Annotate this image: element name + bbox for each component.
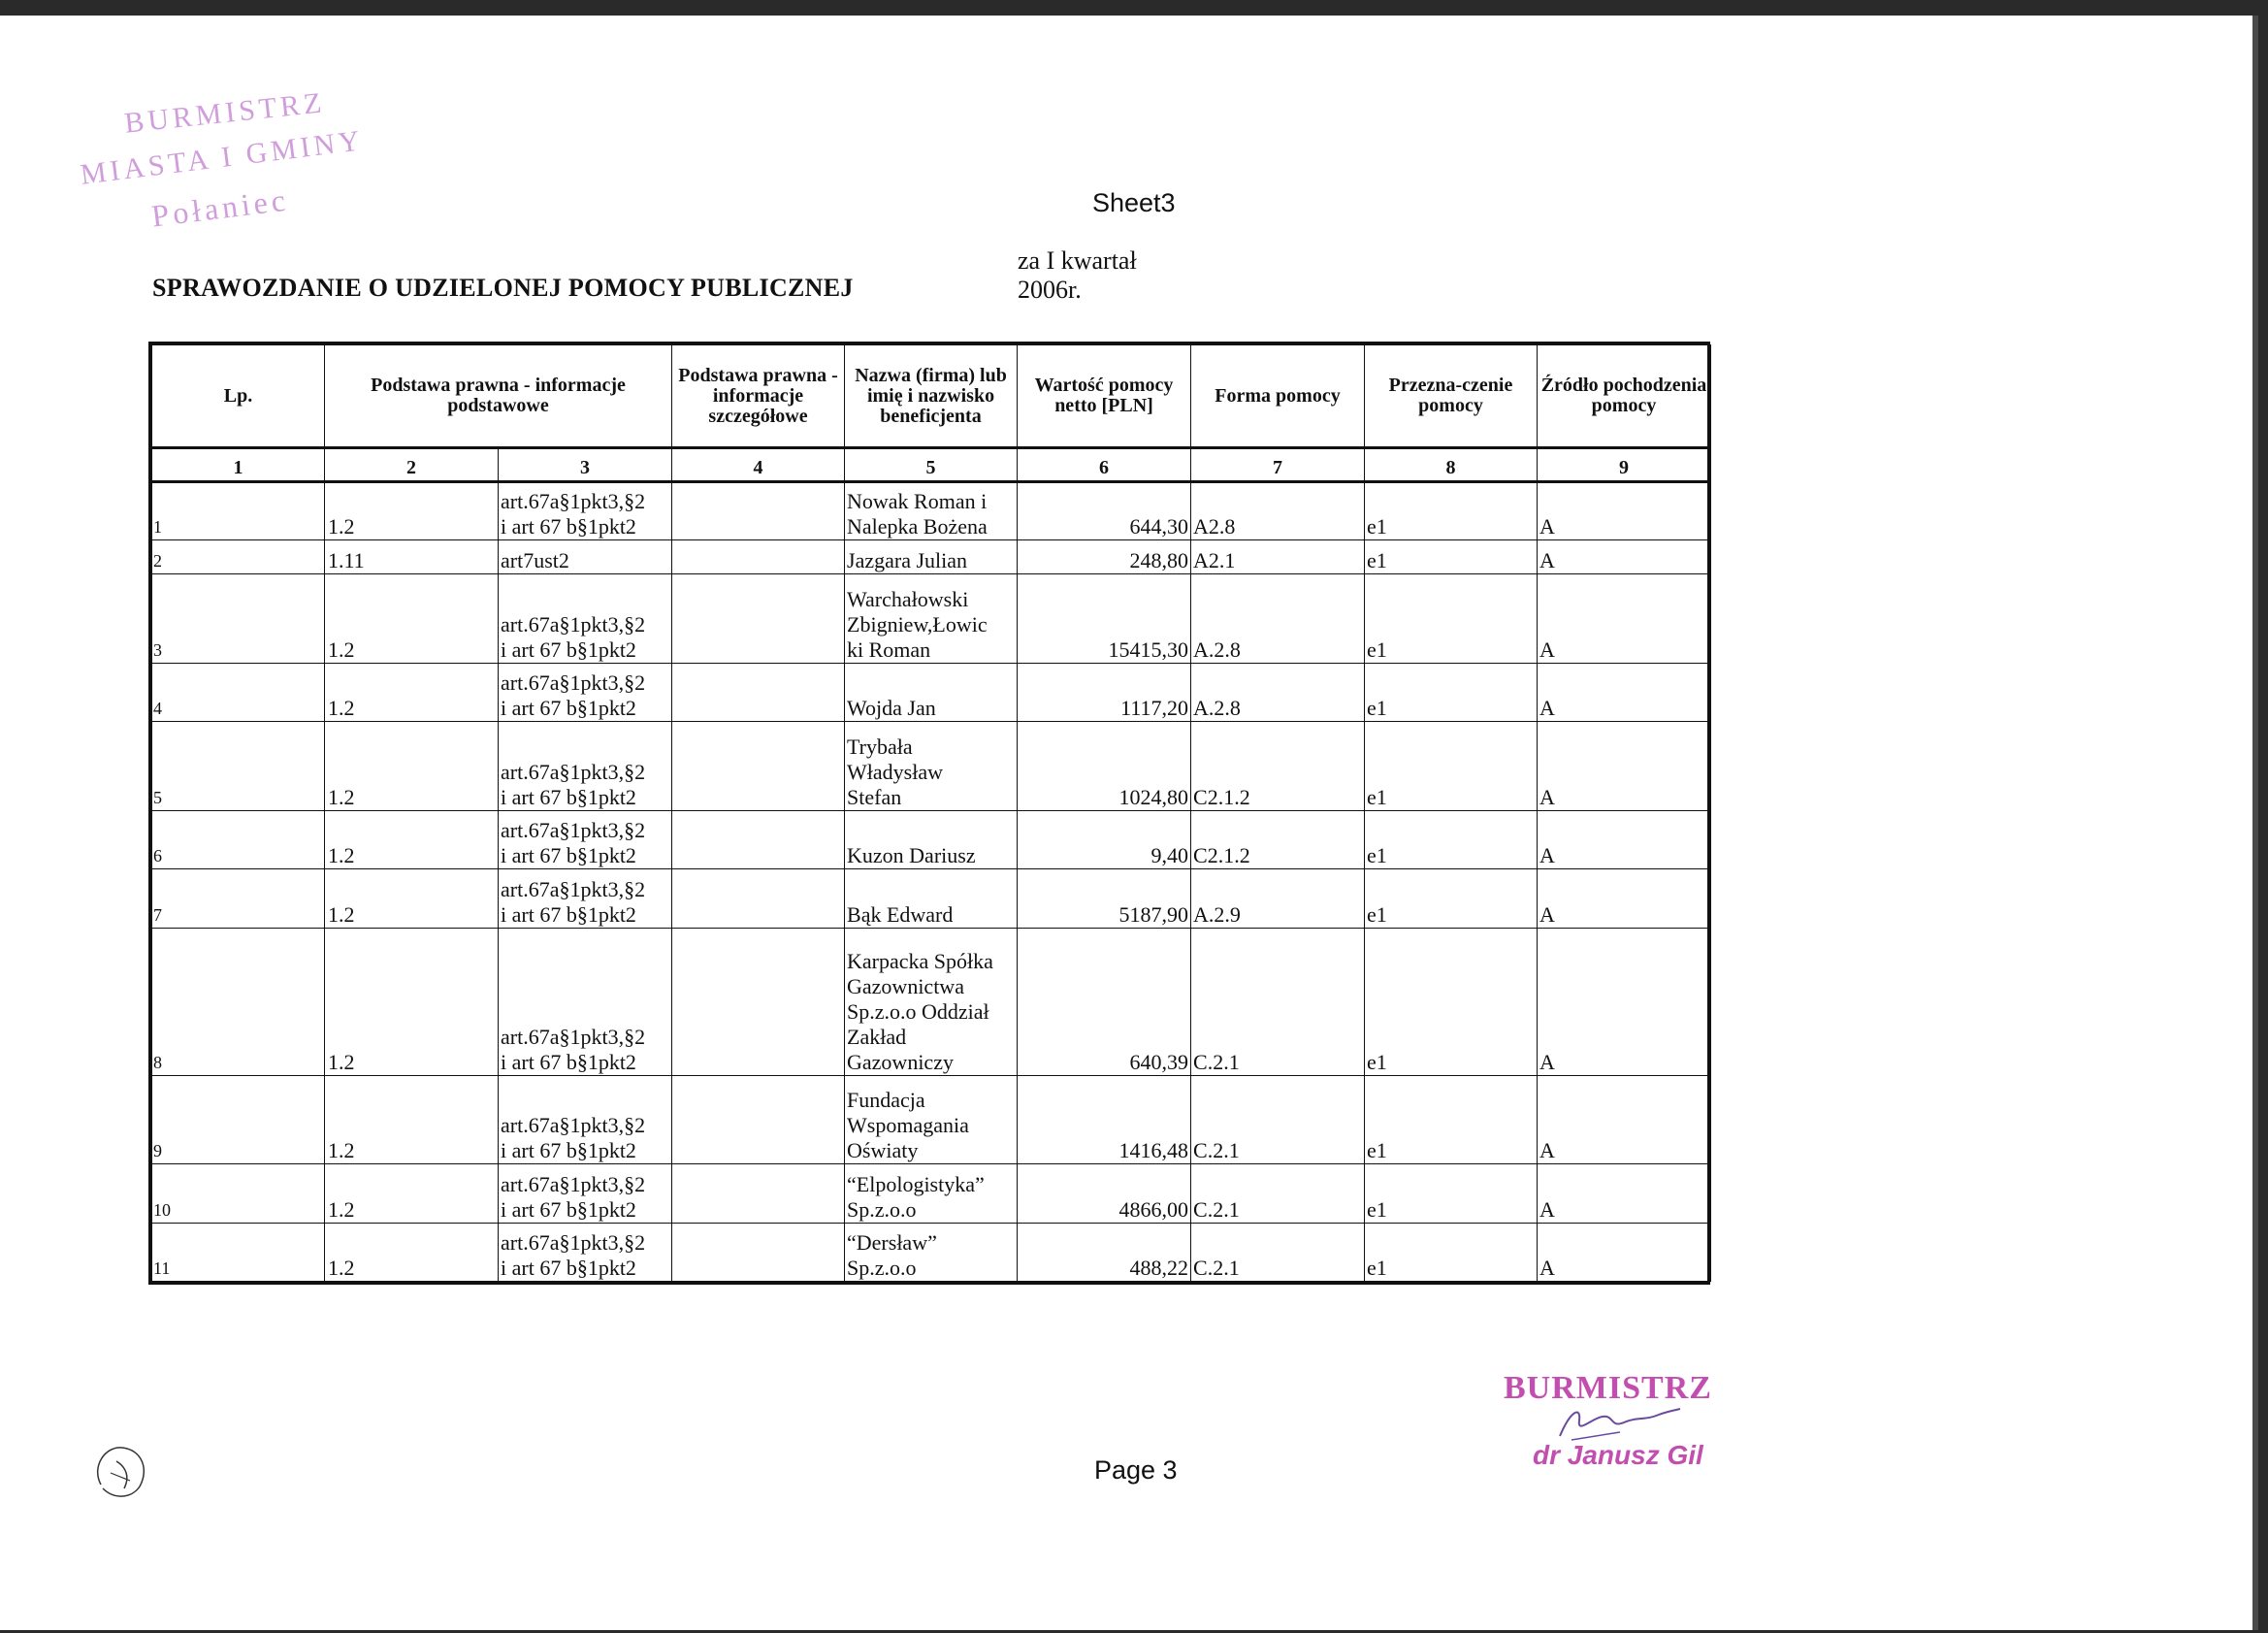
office-stamp — [76, 85, 425, 241]
table-row — [152, 869, 1711, 928]
stamp-line-2: MIASTA I GMINY — [79, 124, 366, 191]
beneficiary-name-line: Gazownictwa — [847, 973, 964, 998]
aid-value: 9,40 — [1018, 810, 1191, 868]
aid-value: 5187,90 — [1018, 869, 1191, 928]
column-number: 9 — [1538, 448, 1711, 481]
legal-basis-article-line: art.67a§1pkt3,§2 — [501, 611, 646, 637]
legal-basis-article-line: i art 67 b§1pkt2 — [501, 1256, 636, 1280]
legal-basis-article — [499, 722, 672, 811]
beneficiary-name — [845, 869, 1018, 928]
aid-form: C2.1.2 — [1191, 810, 1365, 868]
beneficiary-name-line: “Dersław” — [847, 1230, 937, 1255]
header-przeznaczenie: Przezna-czenie pomocy — [1365, 345, 1538, 448]
legal-basis-article — [499, 1223, 672, 1281]
aid-purpose: e1 — [1365, 1223, 1538, 1281]
table-row — [152, 1075, 1711, 1164]
aid-form: A2.1 — [1191, 539, 1365, 573]
legal-basis-article-line: art.67a§1pkt3,§2 — [501, 759, 646, 784]
beneficiary-name-line: Trybała — [847, 734, 913, 759]
beneficiary-name — [845, 574, 1018, 664]
legal-basis-article — [499, 928, 672, 1075]
aid-form: C2.1.2 — [1191, 722, 1365, 811]
table-row — [152, 574, 1711, 664]
table-row — [152, 1164, 1711, 1223]
header-row — [152, 345, 1711, 448]
aid-purpose: e1 — [1365, 574, 1538, 664]
table-row — [152, 928, 1711, 1075]
legal-basis-detail — [672, 1164, 845, 1223]
aid-purpose: e1 — [1365, 928, 1538, 1075]
legal-basis-article-line: i art 67 b§1pkt2 — [501, 1196, 636, 1222]
aid-value: 644,30 — [1018, 481, 1191, 539]
legal-basis-article — [499, 481, 672, 539]
aid-form: A2.8 — [1191, 481, 1365, 539]
legal-basis-article-line: i art 67 b§1pkt2 — [501, 696, 636, 721]
header-zrodlo: Źródło pochodzenia pomocy — [1538, 345, 1711, 448]
beneficiary-name-line: Sp.z.o.o Oddział — [847, 998, 989, 1024]
beneficiary-name-line: Sp.z.o.o — [847, 1256, 917, 1280]
row-number: 1 — [152, 481, 325, 539]
legal-basis-article-line: art.67a§1pkt3,§2 — [501, 1113, 646, 1138]
column-number: 7 — [1191, 448, 1365, 481]
legal-basis-article-line: art.67a§1pkt3,§2 — [501, 1024, 646, 1049]
report-period — [1018, 246, 1137, 305]
aid-purpose: e1 — [1365, 481, 1538, 539]
legal-basis-article-line: i art 67 b§1pkt2 — [501, 901, 636, 927]
beneficiary-name-line: Warchałowski — [847, 586, 969, 611]
row-number: 3 — [152, 574, 325, 664]
row-number: 7 — [152, 869, 325, 928]
legal-basis-article-line: i art 67 b§1pkt2 — [501, 843, 636, 868]
header-forma: Forma pomocy — [1191, 345, 1365, 448]
column-number: 6 — [1018, 448, 1191, 481]
aid-value: 1024,80 — [1018, 722, 1191, 811]
aid-source: A — [1538, 574, 1711, 664]
beneficiary-name-line: Gazowniczy — [847, 1049, 954, 1074]
aid-source: A — [1538, 869, 1711, 928]
legal-basis-article — [499, 1164, 672, 1223]
beneficiary-name-line: “Elpologistyka” — [847, 1171, 985, 1196]
legal-basis-code: 1.2 — [325, 928, 499, 1075]
table-row — [152, 722, 1711, 811]
beneficiary-name — [845, 810, 1018, 868]
legal-basis-article-line: i art 67 b§1pkt2 — [501, 1049, 636, 1074]
table-row — [152, 1223, 1711, 1281]
table-row — [152, 539, 1711, 573]
aid-form: C.2.1 — [1191, 1164, 1365, 1223]
beneficiary-name — [845, 722, 1018, 811]
legal-basis-article — [499, 810, 672, 868]
aid-form: C.2.1 — [1191, 1075, 1365, 1164]
aid-source: A — [1538, 810, 1711, 868]
beneficiary-name — [845, 1164, 1018, 1223]
beneficiary-name-line: Karpacka Spółka — [847, 948, 993, 973]
header-beneficjent: Nazwa (firma) lub imię i nazwisko beneficjenta — [845, 345, 1018, 448]
row-number: 4 — [152, 663, 325, 721]
aid-value: 1117,20 — [1018, 663, 1191, 721]
aid-purpose: e1 — [1365, 1164, 1538, 1223]
legal-basis-article-line: art.67a§1pkt3,§2 — [501, 1171, 646, 1196]
row-number: 5 — [152, 722, 325, 811]
page-mark-icon — [87, 1438, 155, 1506]
beneficiary-name — [845, 663, 1018, 721]
beneficiary-name-line: Władysław — [847, 759, 943, 784]
legal-basis-article-line: art.67a§1pkt3,§2 — [501, 1230, 646, 1255]
row-number: 2 — [152, 539, 325, 573]
legal-basis-detail — [672, 663, 845, 721]
stamp-title: BURMISTRZ — [1504, 1370, 1712, 1406]
document-page — [0, 16, 2258, 1630]
beneficiary-name — [845, 928, 1018, 1075]
beneficiary-name-line: Wspomagania — [847, 1113, 969, 1138]
aid-source: A — [1538, 539, 1711, 573]
column-number: 5 — [845, 448, 1018, 481]
legal-basis-detail — [672, 928, 845, 1075]
header-lp: Lp. — [152, 345, 325, 448]
beneficiary-name-line: Nowak Roman i — [847, 488, 988, 513]
beneficiary-name-line: ki Roman — [847, 637, 931, 662]
legal-basis-article-line: art.67a§1pkt3,§2 — [501, 488, 646, 513]
signatory-name: dr Janusz Gil — [1533, 1440, 1703, 1470]
beneficiary-name-line: Bąk Edward — [847, 901, 954, 927]
legal-basis-article-line: i art 67 b§1pkt2 — [501, 1138, 636, 1163]
aid-source: A — [1538, 481, 1711, 539]
aid-value: 488,22 — [1018, 1223, 1191, 1281]
aid-source: A — [1538, 928, 1711, 1075]
legal-basis-article — [499, 574, 672, 664]
aid-purpose: e1 — [1365, 810, 1538, 868]
aid-source: A — [1538, 1075, 1711, 1164]
aid-purpose: e1 — [1365, 869, 1538, 928]
legal-basis-detail — [672, 481, 845, 539]
aid-form: A.2.9 — [1191, 869, 1365, 928]
aid-value: 248,80 — [1018, 539, 1191, 573]
beneficiary-name-line: Nalepka Bożena — [847, 513, 988, 539]
legal-basis-code: 1.2 — [325, 574, 499, 664]
row-number: 6 — [152, 810, 325, 868]
beneficiary-name-line: Oświaty — [847, 1138, 919, 1163]
aid-report-table — [151, 344, 1711, 1282]
legal-basis-code: 1.11 — [325, 539, 499, 573]
aid-value: 1416,48 — [1018, 1075, 1191, 1164]
period-line-1: za I kwartał — [1018, 246, 1137, 275]
column-number: 1 — [152, 448, 325, 481]
aid-form: C.2.1 — [1191, 928, 1365, 1075]
legal-basis-article-line: i art 67 b§1pkt2 — [501, 513, 636, 539]
beneficiary-name-line: Zakład — [847, 1024, 907, 1049]
column-number: 8 — [1365, 448, 1538, 481]
signature-stamp — [1504, 1370, 1756, 1486]
beneficiary-name-line: Wojda Jan — [847, 696, 936, 721]
legal-basis-detail — [672, 810, 845, 868]
legal-basis-detail — [672, 722, 845, 811]
aid-purpose: e1 — [1365, 1075, 1538, 1164]
stamp-line-3: Połaniec — [149, 181, 291, 234]
aid-value: 640,39 — [1018, 928, 1191, 1075]
legal-basis-code: 1.2 — [325, 810, 499, 868]
beneficiary-name — [845, 1223, 1018, 1281]
legal-basis-article-line: art.67a§1pkt3,§2 — [501, 818, 646, 843]
beneficiary-name-line: Sp.z.o.o — [847, 1196, 917, 1222]
document-title: SPRAWOZDANIE O UDZIELONEJ POMOCY PUBLICZNEJ — [152, 274, 854, 302]
legal-basis-article — [499, 539, 672, 573]
stamp-line-1: BURMISTRZ — [122, 86, 327, 140]
aid-source: A — [1538, 722, 1711, 811]
table-row — [152, 810, 1711, 868]
legal-basis-article — [499, 869, 672, 928]
header-wartosc: Wartość pomocy netto [PLN] — [1018, 345, 1191, 448]
legal-basis-code: 1.2 — [325, 722, 499, 811]
aid-value: 4866,00 — [1018, 1164, 1191, 1223]
row-number: 11 — [152, 1223, 325, 1281]
aid-value: 15415,30 — [1018, 574, 1191, 664]
legal-basis-article — [499, 663, 672, 721]
aid-source: A — [1538, 663, 1711, 721]
row-number: 9 — [152, 1075, 325, 1164]
header-podstawa-podstawowe: Podstawa prawna - informacje podstawowe — [325, 345, 672, 448]
legal-basis-detail — [672, 1223, 845, 1281]
beneficiary-name-line: Kuzon Dariusz — [847, 843, 976, 868]
legal-basis-detail — [672, 1075, 845, 1164]
aid-source: A — [1538, 1164, 1711, 1223]
legal-basis-article-line: art.67a§1pkt3,§2 — [501, 670, 646, 696]
column-number: 2 — [325, 448, 499, 481]
beneficiary-name-line: Zbigniew,Łowic — [847, 611, 988, 637]
beneficiary-name — [845, 481, 1018, 539]
beneficiary-name-line: Fundacja — [847, 1088, 925, 1113]
beneficiary-name-line: Jazgara Julian — [847, 548, 968, 573]
legal-basis-article — [499, 1075, 672, 1164]
legal-basis-code: 1.2 — [325, 481, 499, 539]
beneficiary-name — [845, 1075, 1018, 1164]
legal-basis-article-line: i art 67 b§1pkt2 — [501, 784, 636, 809]
beneficiary-name-line: Stefan — [847, 784, 902, 809]
header-podstawa-szczegolowe: Podstawa prawna - informacje szczegółowe — [672, 345, 845, 448]
aid-source: A — [1538, 1223, 1711, 1281]
row-number: 10 — [152, 1164, 325, 1223]
aid-purpose: e1 — [1365, 663, 1538, 721]
legal-basis-article-line: i art 67 b§1pkt2 — [501, 637, 636, 662]
legal-basis-code: 1.2 — [325, 1164, 499, 1223]
aid-form: A.2.8 — [1191, 574, 1365, 664]
column-number: 4 — [672, 448, 845, 481]
legal-basis-article-line: art.67a§1pkt3,§2 — [501, 876, 646, 901]
beneficiary-name — [845, 539, 1018, 573]
aid-form: C.2.1 — [1191, 1223, 1365, 1281]
aid-report-table-wrapper — [148, 342, 1710, 1285]
column-number-row — [152, 448, 1711, 481]
table-row — [152, 481, 1711, 539]
legal-basis-code: 1.2 — [325, 1075, 499, 1164]
legal-basis-detail — [672, 574, 845, 664]
period-line-2: 2006r. — [1018, 276, 1082, 304]
aid-form: A.2.8 — [1191, 663, 1365, 721]
sheet-name: Sheet3 — [1092, 188, 1176, 217]
legal-basis-detail — [672, 869, 845, 928]
table-row — [152, 663, 1711, 721]
row-number: 8 — [152, 928, 325, 1075]
aid-purpose: e1 — [1365, 722, 1538, 811]
legal-basis-code: 1.2 — [325, 663, 499, 721]
page-number: Page 3 — [1094, 1455, 1178, 1485]
column-number: 3 — [499, 448, 672, 481]
legal-basis-code: 1.2 — [325, 1223, 499, 1281]
aid-purpose: e1 — [1365, 539, 1538, 573]
legal-basis-article-line: art7ust2 — [501, 548, 569, 573]
legal-basis-code: 1.2 — [325, 869, 499, 928]
legal-basis-detail — [672, 539, 845, 573]
